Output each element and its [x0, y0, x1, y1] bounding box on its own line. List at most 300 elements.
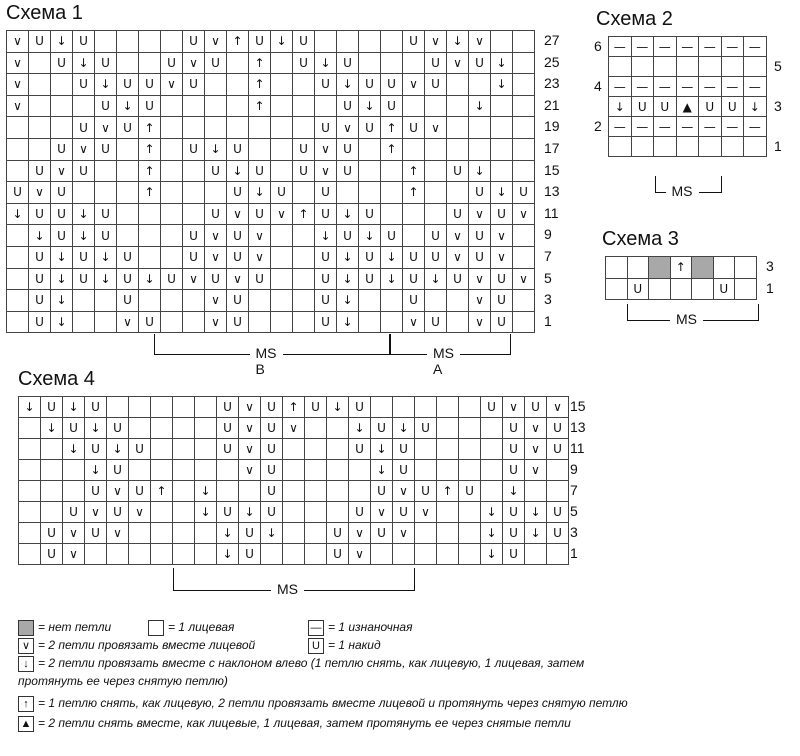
- purl-symbol: —: [721, 76, 745, 97]
- k2tog-symbol: ∨: [226, 268, 249, 291]
- knit-cell: [18, 480, 41, 502]
- yarn-over-symbol: U: [226, 289, 249, 312]
- yarn-over-symbol: U: [72, 160, 95, 183]
- sk2p-symbol: ↑: [292, 203, 315, 226]
- knit-cell: [358, 311, 381, 334]
- knit-cell: [150, 459, 173, 481]
- yarn-over-symbol: U: [138, 95, 161, 118]
- yarn-over-symbol: U: [524, 396, 547, 418]
- knit-cell: [458, 459, 481, 481]
- yarn-over-symbol: U: [248, 268, 271, 291]
- knit-cell: [28, 138, 51, 161]
- knit-cell: [490, 160, 513, 183]
- knit-cell: [160, 224, 183, 247]
- knit-cell: [94, 160, 117, 183]
- knit-cell: [304, 501, 327, 523]
- yarn-over-symbol: U: [326, 543, 349, 565]
- knit-cell: [292, 289, 315, 312]
- k2tog-symbol: ∨: [6, 95, 29, 118]
- ssk-symbol: ↓: [138, 268, 161, 291]
- k2tog-symbol: ∨: [348, 522, 371, 544]
- knit-cell: [446, 181, 469, 204]
- ssk-symbol: ↓: [94, 268, 117, 291]
- knit-cell: [138, 246, 161, 269]
- yarn-over-symbol: U: [204, 203, 227, 226]
- k2tog-symbol: ∨: [446, 224, 469, 247]
- yarn-over-symbol: U: [502, 459, 525, 481]
- knit-cell: [631, 136, 655, 157]
- knit-cell: [50, 95, 73, 118]
- k2tog-symbol: ∨: [546, 396, 569, 418]
- yarn-over-symbol: U: [458, 480, 481, 502]
- knit-cell: [160, 30, 183, 53]
- legend-item: [18, 696, 628, 712]
- knit-cell: [160, 311, 183, 334]
- knit-cell: [226, 95, 249, 118]
- schema1-row-label: 3: [544, 291, 552, 308]
- knit-cell: [414, 522, 437, 544]
- legend-text: = 1 изнаночная: [328, 620, 413, 635]
- knit-cell: [512, 289, 535, 312]
- knit-cell: [72, 181, 95, 204]
- knit-cell: [216, 459, 239, 481]
- triple-dec-symbol: ▲: [676, 96, 700, 117]
- knit-cell: [204, 116, 227, 139]
- knit-cell: [172, 522, 195, 544]
- ssk-symbol-legend: ↓: [18, 656, 34, 672]
- knit-cell: [292, 224, 315, 247]
- knit-cell: [248, 311, 271, 334]
- schema1-row-label: 21: [544, 96, 560, 113]
- purl-symbol: —: [631, 116, 655, 137]
- knit-cell: [734, 278, 757, 301]
- ssk-symbol: ↓: [194, 501, 217, 523]
- knit-cell: [50, 73, 73, 96]
- knit-cell: [6, 246, 29, 269]
- schema4-row-label: 1: [570, 545, 578, 561]
- knit-cell: [292, 311, 315, 334]
- knit-cell: [380, 289, 403, 312]
- yarn-over-symbol: U: [358, 268, 381, 291]
- knit-cell: [512, 138, 535, 161]
- ssk-symbol: ↓: [490, 181, 513, 204]
- yarn-over-symbol: U: [50, 52, 73, 75]
- ssk-symbol: ↓: [524, 501, 547, 523]
- knit-cell: [28, 95, 51, 118]
- knit-cell: [160, 289, 183, 312]
- schema1-title: Схема 1: [6, 2, 83, 24]
- yarn-over-symbol: U: [502, 522, 525, 544]
- knit-cell: [436, 522, 459, 544]
- knit-cell: [424, 160, 447, 183]
- knit-cell: [424, 203, 447, 226]
- yarn-over-symbol: U: [40, 543, 63, 565]
- knit-cell: [182, 116, 205, 139]
- knit-cell: [226, 116, 249, 139]
- yarn-over-symbol: U: [160, 52, 183, 75]
- k2tog-symbol: ∨: [524, 459, 547, 481]
- k2tog-symbol: ∨: [182, 52, 205, 75]
- ms-b-label: MS B: [250, 345, 283, 377]
- yarn-over-symbol: U: [370, 522, 393, 544]
- knit-cell: [458, 522, 481, 544]
- k2tog-symbol: ∨: [50, 160, 73, 183]
- yarn-over-symbol: U: [392, 459, 415, 481]
- knit-cell: [182, 95, 205, 118]
- ssk-symbol: ↓: [248, 181, 271, 204]
- knit-cell: [414, 459, 437, 481]
- knit-cell: [605, 256, 628, 279]
- sk2p-symbol: ↑: [138, 181, 161, 204]
- yarn-over-symbol: U: [94, 203, 117, 226]
- sk2p-symbol: ↑: [138, 116, 161, 139]
- yarn-over-symbol: U: [292, 138, 315, 161]
- knit-cell: [248, 138, 271, 161]
- knit-cell: [182, 181, 205, 204]
- knit-cell: [490, 95, 513, 118]
- purl-symbol: —: [608, 116, 632, 137]
- yarn-over-symbol: U: [72, 246, 95, 269]
- yarn-over-symbol: U: [380, 95, 403, 118]
- knit-cell: [392, 543, 415, 565]
- legend: [18, 620, 798, 750]
- knit-cell: [72, 95, 95, 118]
- knit-cell: [182, 203, 205, 226]
- yarn-over-symbol: U: [28, 246, 51, 269]
- knit-cell: [458, 417, 481, 439]
- k2tog-symbol: ∨: [62, 522, 85, 544]
- yarn-over-symbol: U: [50, 138, 73, 161]
- knit-cell: [721, 56, 745, 77]
- yarn-over-symbol: U: [314, 311, 337, 334]
- purl-symbol: —: [743, 116, 767, 137]
- purl-symbol: —: [676, 36, 700, 57]
- knit-cell: [358, 138, 381, 161]
- knit-cell: [446, 95, 469, 118]
- knit-cell: [380, 311, 403, 334]
- knit-cell: [18, 417, 41, 439]
- k2tog-symbol: ∨: [370, 501, 393, 523]
- k2tog-symbol: ∨: [72, 138, 95, 161]
- knit-cell: [446, 311, 469, 334]
- knit-cell: [304, 459, 327, 481]
- knit-cell: [116, 30, 139, 53]
- knit-cell: [194, 522, 217, 544]
- ssk-symbol: ↓: [446, 30, 469, 53]
- knit-cell: [490, 138, 513, 161]
- k2tog-symbol: ∨: [28, 181, 51, 204]
- yarn-over-symbol: U: [424, 224, 447, 247]
- purl-symbol: —: [608, 36, 632, 57]
- knit-cell: [94, 289, 117, 312]
- k2tog-symbol: ∨: [128, 501, 151, 523]
- yarn-over-symbol: U: [370, 417, 393, 439]
- k2tog-symbol: ∨: [348, 543, 371, 565]
- yarn-over-symbol: U: [336, 138, 359, 161]
- knit-cell: [370, 396, 393, 418]
- knit-cell: [458, 501, 481, 523]
- ssk-symbol: ↓: [336, 311, 359, 334]
- knit-cell: [172, 480, 195, 502]
- yarn-over-symbol: U: [116, 116, 139, 139]
- k2tog-symbol: ∨: [270, 203, 293, 226]
- knit-cell: [490, 30, 513, 53]
- knit-cell: [292, 246, 315, 269]
- knit-cell: [698, 56, 722, 77]
- legend-item: [148, 620, 234, 636]
- yarn-over-symbol: U: [502, 501, 525, 523]
- knit-cell: [648, 278, 671, 301]
- knit-cell: [676, 56, 700, 77]
- ssk-symbol: ↓: [608, 96, 632, 117]
- yarn-over-symbol: U: [468, 52, 491, 75]
- k2tog-symbol: ∨: [116, 311, 139, 334]
- knit-cell: [480, 459, 503, 481]
- purl-symbol: —: [608, 76, 632, 97]
- ssk-symbol: ↓: [62, 396, 85, 418]
- ssk-symbol: ↓: [226, 160, 249, 183]
- knit-cell: [106, 396, 129, 418]
- purl-symbol: —: [653, 36, 677, 57]
- knit-cell: [436, 543, 459, 565]
- knit-cell: [216, 480, 239, 502]
- yarn-over-symbol: U: [260, 501, 283, 523]
- knit-cell: [270, 116, 293, 139]
- knit-cell: [204, 181, 227, 204]
- k2tog-symbol: ∨: [490, 246, 513, 269]
- knit-cell: [414, 438, 437, 460]
- yarn-over-symbol: U: [358, 73, 381, 96]
- yarn-over-symbol: U: [292, 52, 315, 75]
- yarn-over-symbol: U: [50, 224, 73, 247]
- knit-cell: [380, 160, 403, 183]
- knit-cell: [627, 256, 650, 279]
- knit-cell: [380, 52, 403, 75]
- ssk-symbol: ↓: [40, 417, 63, 439]
- knit-cell: [282, 501, 305, 523]
- knit-cell: [304, 480, 327, 502]
- knit-cell: [402, 138, 425, 161]
- yarn-over-symbol: U: [546, 438, 569, 460]
- ssk-symbol: ↓: [358, 95, 381, 118]
- purl-symbol-legend: —: [308, 620, 324, 636]
- yarn-over-symbol: U: [84, 438, 107, 460]
- ssk-symbol: ↓: [216, 522, 239, 544]
- knit-cell: [436, 396, 459, 418]
- yarn-over-symbol: U: [402, 30, 425, 53]
- ssk-symbol: ↓: [480, 522, 503, 544]
- yarn-over-symbol: U: [6, 181, 29, 204]
- legend-text: = 1 лицевая: [168, 620, 235, 635]
- knit-cell: [128, 459, 151, 481]
- knit-cell: [336, 30, 359, 53]
- no-stitch-symbol: [648, 256, 671, 279]
- yarn-over-symbol: U: [182, 73, 205, 96]
- k2tog-symbol: ∨: [238, 396, 261, 418]
- knit-cell: [480, 438, 503, 460]
- knit-cell: [194, 417, 217, 439]
- schema1-row-label: 9: [544, 226, 552, 243]
- knit-cell: [194, 459, 217, 481]
- knit-cell: [94, 311, 117, 334]
- legend-item: [308, 638, 381, 654]
- purl-symbol: —: [743, 76, 767, 97]
- yarn-over-symbol: U: [326, 522, 349, 544]
- ssk-symbol: ↓: [238, 501, 261, 523]
- k2tog-symbol: ∨: [502, 396, 525, 418]
- knit-cell: [282, 522, 305, 544]
- k2tog-symbol: ∨: [392, 480, 415, 502]
- knit-cell: [270, 138, 293, 161]
- yarn-over-symbol: U: [94, 95, 117, 118]
- knit-cell: [84, 543, 107, 565]
- knit-cell: [128, 522, 151, 544]
- k2tog-symbol: ∨: [248, 224, 271, 247]
- knit-cell: [292, 181, 315, 204]
- yarn-over-symbol: U: [84, 522, 107, 544]
- knit-cell: [436, 438, 459, 460]
- knit-cell: [6, 224, 29, 247]
- schema1-row-label: 17: [544, 140, 560, 156]
- knit-cell: [128, 543, 151, 565]
- schema2-title: Схема 2: [596, 8, 673, 30]
- k2tog-symbol: ∨: [84, 501, 107, 523]
- legend-text: = 2 петли провязать вместе лицевой: [38, 638, 256, 653]
- yarn-over-symbol: U: [424, 311, 447, 334]
- triple-dec-symbol-legend: ▲: [18, 716, 34, 732]
- schema2-row-label: 6: [594, 38, 602, 54]
- k2tog-symbol: ∨: [468, 268, 491, 291]
- ssk-symbol: ↓: [524, 522, 547, 544]
- yarn-over-symbol: U: [248, 160, 271, 183]
- knit-cell: [358, 52, 381, 75]
- ssk-symbol: ↓: [50, 289, 73, 312]
- yarn-over-symbol: U: [424, 52, 447, 75]
- knit-cell: [424, 181, 447, 204]
- knit-cell: [458, 396, 481, 418]
- knit-cell: [150, 417, 173, 439]
- yarn-over-symbol: U: [62, 501, 85, 523]
- knit-cell: [160, 95, 183, 118]
- yarn-over-symbol: U: [204, 52, 227, 75]
- yarn-over-symbol: U: [446, 268, 469, 291]
- knit-cell: [128, 396, 151, 418]
- schema2-row-label: 4: [594, 78, 602, 94]
- knit-cell: [446, 73, 469, 96]
- knit-cell: [270, 311, 293, 334]
- yarn-over-symbol: U: [260, 417, 283, 439]
- schema2-row-label: 3: [774, 98, 782, 114]
- yarn-over-symbol: U: [204, 160, 227, 183]
- k2tog-symbol: ∨: [238, 438, 261, 460]
- schema4-row-label: 7: [570, 482, 578, 498]
- k2tog-symbol: ∨: [204, 30, 227, 53]
- knit-cell: [40, 501, 63, 523]
- knit-cell: [348, 480, 371, 502]
- yarn-over-symbol: U: [216, 396, 239, 418]
- knit-cell: [480, 480, 503, 502]
- yarn-over-symbol: U: [314, 73, 337, 96]
- knit-cell: [270, 246, 293, 269]
- sk2p-symbol: ↑: [248, 95, 271, 118]
- k2tog-symbol: ∨: [204, 289, 227, 312]
- knit-cell: [248, 289, 271, 312]
- yarn-over-symbol: U: [392, 501, 415, 523]
- knit-cell: [204, 95, 227, 118]
- k2tog-symbol: ∨: [182, 268, 205, 291]
- knit-cell: [62, 459, 85, 481]
- yarn-over-symbol: U: [370, 480, 393, 502]
- yarn-over-symbol: U: [138, 73, 161, 96]
- knit-cell: [653, 136, 677, 157]
- ssk-symbol: ↓: [336, 289, 359, 312]
- sk2p-symbol: ↑: [282, 396, 305, 418]
- knit-cell: [194, 396, 217, 418]
- purl-symbol: —: [676, 116, 700, 137]
- knit-cell: [182, 311, 205, 334]
- knit-cell: [326, 480, 349, 502]
- ssk-symbol: ↓: [94, 246, 117, 269]
- knit-cell: [138, 289, 161, 312]
- schema1-row-label: 23: [544, 75, 560, 92]
- legend-item: [308, 620, 413, 636]
- yarn-over-symbol: U: [402, 289, 425, 312]
- purl-symbol: —: [698, 76, 722, 97]
- knit-cell: [270, 160, 293, 183]
- knit-cell: [138, 224, 161, 247]
- knit-cell: [226, 73, 249, 96]
- schema1-row-label: 13: [544, 183, 560, 200]
- knit-cell: [172, 459, 195, 481]
- schema4-row-label: 3: [570, 524, 578, 540]
- ssk-symbol: ↓: [336, 73, 359, 96]
- yarn-over-symbol: U: [28, 268, 51, 291]
- purl-symbol: —: [721, 36, 745, 57]
- knit-cell: [336, 181, 359, 204]
- yarn-over-symbol: U: [468, 181, 491, 204]
- schema1-row-label: 15: [544, 161, 560, 178]
- knit-cell: [326, 459, 349, 481]
- purl-symbol: —: [676, 76, 700, 97]
- yarn-over-symbol: U: [336, 224, 359, 247]
- knit-cell: [270, 95, 293, 118]
- knit-cell: [358, 289, 381, 312]
- ssk-symbol: ↓: [480, 543, 503, 565]
- ssk-symbol: ↓: [314, 52, 337, 75]
- purl-symbol: —: [631, 36, 655, 57]
- yarn-over-symbol: U: [336, 52, 359, 75]
- yarn-over-symbol: U: [28, 289, 51, 312]
- yarn-over-symbol: U: [698, 96, 722, 117]
- knit-cell: [292, 95, 315, 118]
- knit-cell: [116, 138, 139, 161]
- knit-cell: [314, 95, 337, 118]
- knit-cell: [172, 501, 195, 523]
- knit-cell: [358, 181, 381, 204]
- k2tog-symbol: ∨: [204, 311, 227, 334]
- knit-cell: [348, 459, 371, 481]
- ssk-symbol: ↓: [72, 203, 95, 226]
- ssk-symbol: ↓: [204, 138, 227, 161]
- knit-cell: [160, 138, 183, 161]
- yarn-over-symbol: U: [72, 116, 95, 139]
- ssk-symbol: ↓: [326, 396, 349, 418]
- knit-cell: [380, 181, 403, 204]
- legend-text: = 1 петлю снять, как лицевую, 2 петли провязать вместе лицевой и протянуть через снятую петлю: [38, 696, 628, 711]
- knit-cell: [150, 543, 173, 565]
- knit-cell: [608, 136, 632, 157]
- yarn-over-symbol: U: [446, 203, 469, 226]
